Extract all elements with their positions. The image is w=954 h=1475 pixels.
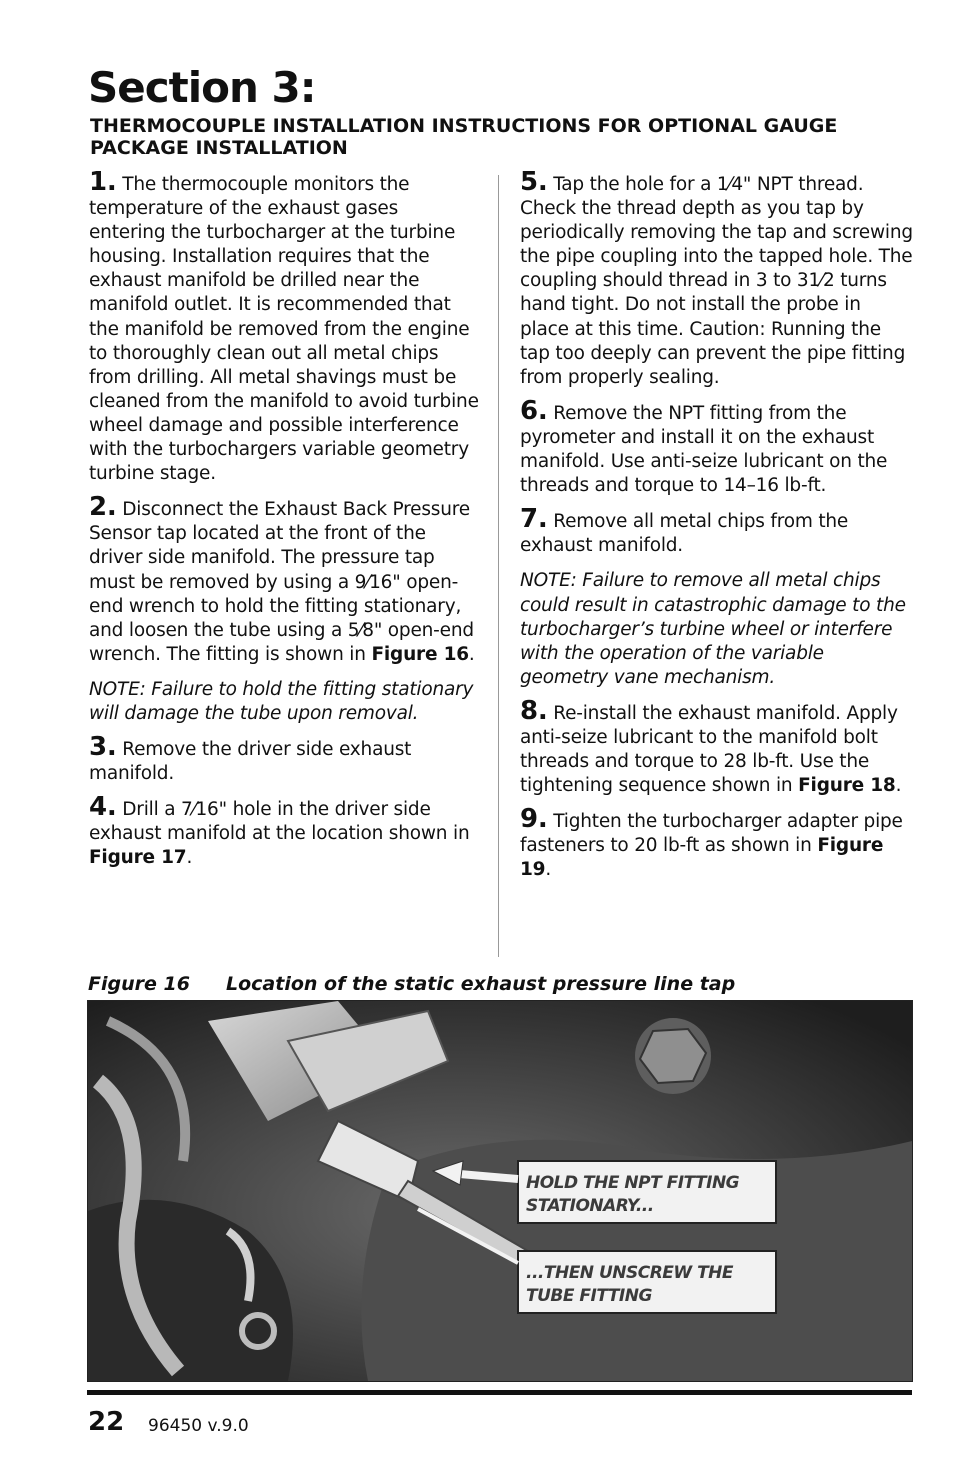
note-metal-chips: NOTE: Failure to remove all metal chips could result in catastrophic damage to the turbocharger’s turbine wheel or interfere with the operation of the variable geometry vane mechanism. <box>520 570 906 688</box>
step-3 <box>89 732 479 786</box>
step-number: 2. <box>89 492 117 523</box>
step-number: 3. <box>89 732 117 763</box>
step-8 <box>520 695 915 798</box>
step-text: The thermocouple monitors the temperature of the exhaust gases entering the turbocharger at the turbine housing. Installation requires that the exhaust manifold be drilled near the manifold outlet. It is recommended that the manifold be removed from the engine to thoroughly clean out all metal chips from drilling. All metal shavings must be cleaned from the manifold to avoid turbine wheel damage and possible interference with the turbochargers variable geometry turbine stage. <box>89 174 479 485</box>
figure-16-photo <box>87 1000 913 1382</box>
callout-1-line-1: HOLD THE NPT FITTING <box>526 1173 740 1193</box>
step-text: Tighten the turbocharger adapter pipe fasteners to 20 lb-ft as shown in <box>520 811 903 857</box>
callout-2-line-1: ...THEN UNSCREW THE <box>526 1263 734 1283</box>
step-text: Tap the hole for a 1⁄4" NPT thread. Check the thread depth as you tap by periodically removing the tap and screwing the pipe coupling into the tapped hole. The coupling should thread in 3 to 31⁄2 turns hand tight. Do not install the probe in place at this time. Caution: Running the tap too deeply can prevent the pipe fitting from properly sealing. <box>520 174 913 388</box>
step-number: 5. <box>520 167 548 197</box>
step-2 <box>89 492 479 667</box>
figure-reference: Figure 18 <box>798 775 896 797</box>
figure-caption-text: Location of the static exhaust pressure line tap <box>226 973 736 995</box>
step-text: Disconnect the Exhaust Back Pressure Sensor tap located at the front of the driver side manifold. The pressure tap must be removed by using a 9⁄16" open-end wrench to hold the fitting stationary, and loosen the tube using a 5⁄8" open-end wrench. The fitting is shown in <box>89 499 474 665</box>
step-text: Remove all metal chips from the exhaust manifold. <box>520 511 849 557</box>
engine-photo-illustration <box>88 1001 912 1381</box>
figure-label: Figure 16 <box>88 973 190 995</box>
step-text: Re-install the exhaust manifold. Apply anti-seize lubricant to the manifold bolt threads and torque to 28 lb-ft. Use the tightening sequence shown in <box>520 702 898 797</box>
step-number: 9. <box>520 804 548 835</box>
step-5 <box>520 167 915 390</box>
section-subtitle: THERMOCOUPLE INSTALLATION INSTRUCTIONS FOR OPTIONAL GAUGE PACKAGE INSTALLATION <box>90 115 838 159</box>
figure-reference: Figure 16 <box>371 643 469 665</box>
document-version: 96450 v.9.0 <box>148 1416 249 1436</box>
callout-1-line-2: STATIONARY... <box>526 1196 654 1216</box>
page-number: 22 <box>88 1407 125 1437</box>
section-title: Section 3: <box>88 63 316 112</box>
step-7 <box>520 504 915 558</box>
step-4 <box>89 792 479 870</box>
step-text: Drill a 7⁄16" hole in the driver side exhaust manifold at the location shown in <box>89 799 470 845</box>
step-1 <box>89 167 479 486</box>
note-hold-fitting: NOTE: Failure to hold the fitting stationary will damage the tube upon removal. <box>89 678 474 724</box>
step-6 <box>520 395 915 498</box>
step-text: Remove the NPT fitting from the pyrometer and install it on the exhaust manifold. Use anti-seize lubricant on the threads and torque to 14–16 lb-ft. <box>520 402 888 497</box>
step-number: 4. <box>89 792 117 823</box>
figure-reference: Figure 17 <box>89 847 187 869</box>
step-end: . <box>895 775 902 797</box>
step-9 <box>520 804 915 882</box>
step-text: Remove the driver side exhaust manifold. <box>89 739 412 785</box>
step-number: 8. <box>520 695 548 726</box>
figure-caption <box>88 971 908 997</box>
step-end: . <box>186 847 193 869</box>
step-number: 7. <box>520 504 548 535</box>
step-number: 1. <box>89 167 117 197</box>
left-column <box>89 167 479 882</box>
right-column <box>520 167 915 894</box>
step-end: . <box>545 859 552 881</box>
column-divider <box>498 175 499 957</box>
step-end: . <box>468 643 475 665</box>
figure-reference: Figure 19 <box>520 835 884 881</box>
step-number: 6. <box>520 395 548 426</box>
footer-rule <box>87 1390 912 1395</box>
callout-2-line-2: TUBE FITTING <box>526 1286 652 1306</box>
